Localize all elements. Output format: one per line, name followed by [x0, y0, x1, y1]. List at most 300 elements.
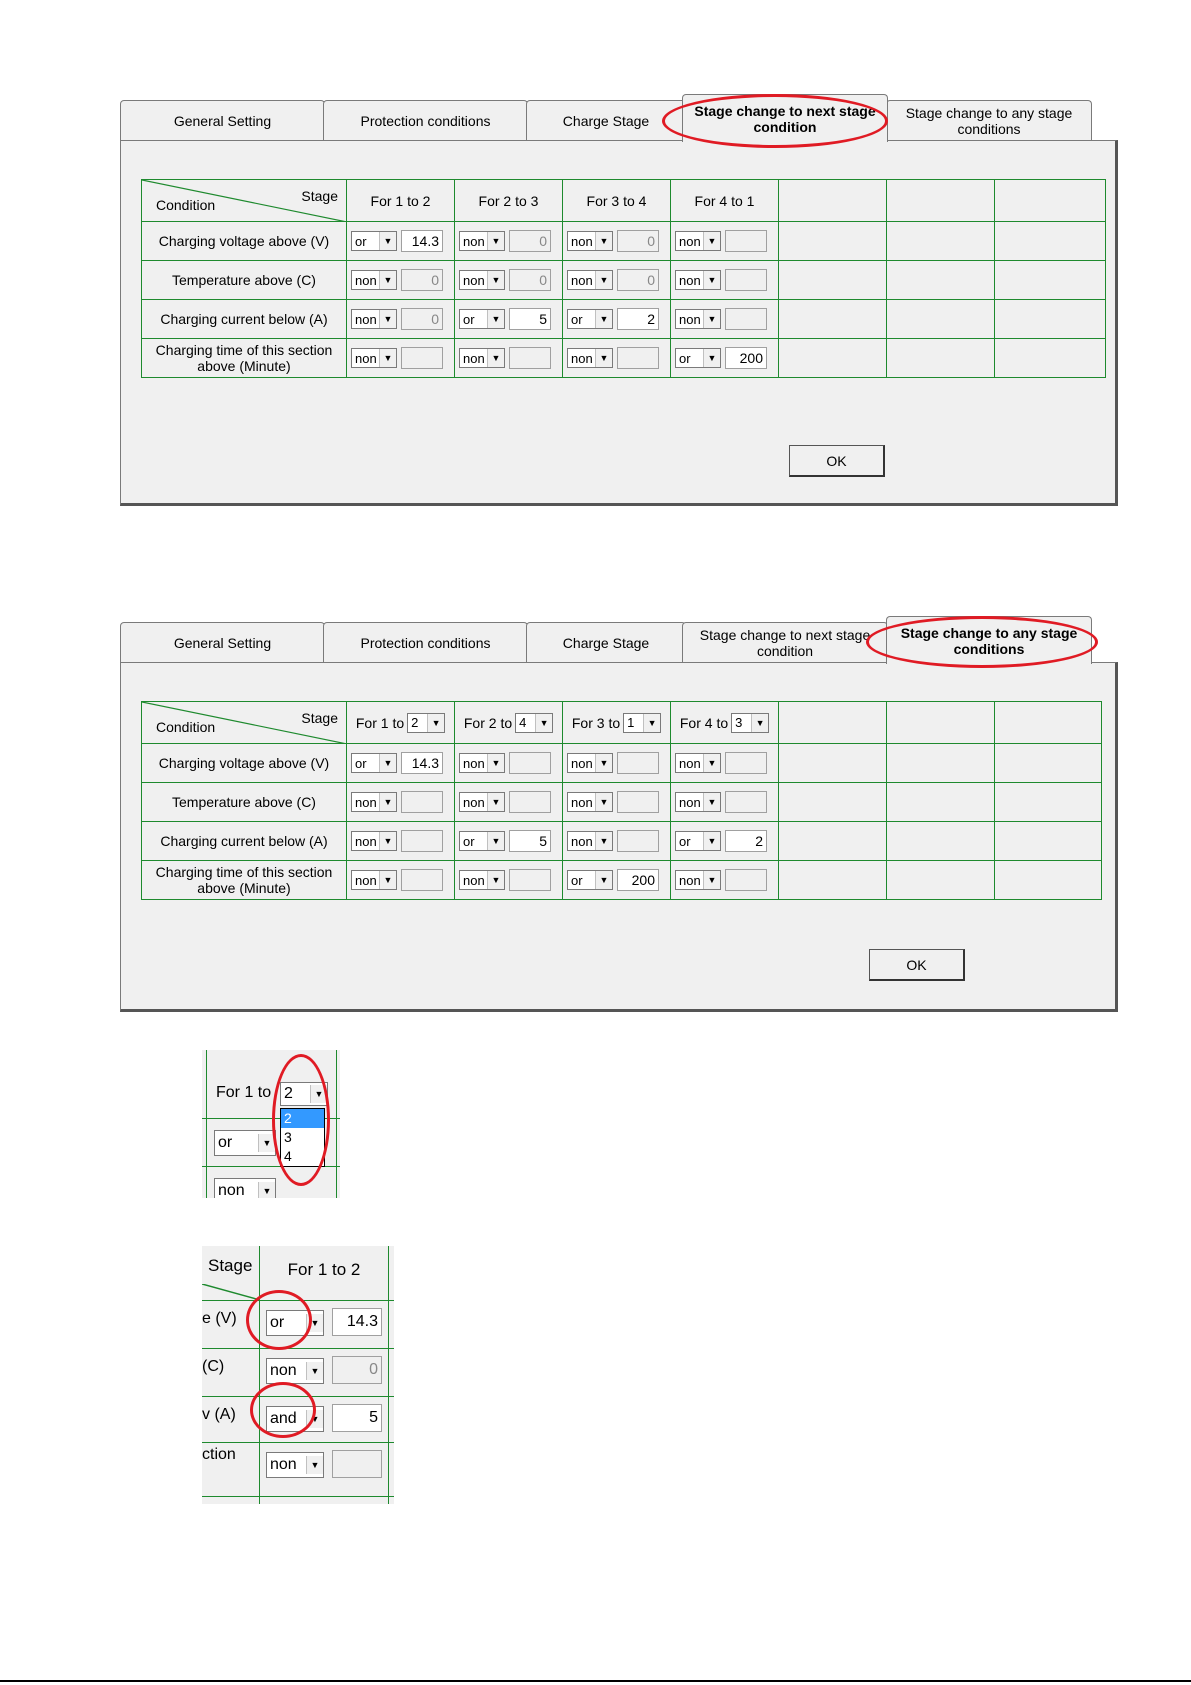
condition-cell [347, 339, 455, 378]
chevron-down-icon: ▼ [258, 1182, 275, 1198]
row-label: Temperature above (C) [172, 794, 316, 810]
tab-general-setting[interactable]: General Setting [120, 622, 325, 662]
value-input[interactable] [725, 269, 767, 291]
operator-select[interactable] [459, 831, 505, 851]
column-prefix: For 3 to [571, 714, 621, 731]
column-header [671, 702, 779, 744]
tab-protection-conditions[interactable]: Protection conditions [323, 622, 528, 662]
chevron-down-icon: ▼ [379, 232, 396, 250]
condition-cell [563, 222, 671, 261]
operator-select[interactable] [567, 792, 613, 812]
operator-value: non [571, 272, 593, 288]
value-input[interactable] [401, 830, 443, 852]
chevron-down-icon: ▼ [703, 232, 720, 250]
value-input[interactable]: 14.3 [401, 752, 443, 774]
chevron-down-icon: ▼ [595, 793, 612, 811]
operator-select[interactable] [351, 348, 397, 368]
value-input[interactable]: 200 [617, 869, 659, 891]
operator-select[interactable] [675, 870, 721, 890]
operator-select[interactable] [567, 270, 613, 290]
operator-value: non [679, 311, 701, 327]
condition-cell [779, 861, 887, 900]
condition-cell [563, 300, 671, 339]
chevron-down-icon: ▼ [751, 714, 768, 732]
chevron-down-icon: ▼ [379, 871, 396, 889]
chevron-down-icon: ▼ [703, 754, 720, 772]
condition-cell [563, 861, 671, 900]
operator-value: 2 [411, 715, 419, 730]
column-header [455, 702, 563, 744]
operator-select[interactable] [675, 792, 721, 812]
row-label: Charging voltage above (V) [158, 755, 330, 771]
tab-charge-stage[interactable]: Charge Stage [526, 622, 686, 662]
row-label: Charging current below (A) [160, 833, 328, 849]
value-input[interactable]: 0 [617, 230, 659, 252]
value-input[interactable] [725, 791, 767, 813]
column-prefix: For 4 to [679, 714, 729, 731]
target-stage-select[interactable] [407, 713, 445, 733]
zoom-header-label: For 1 to [216, 1084, 272, 1101]
column-header [563, 702, 671, 744]
operator-value: non [679, 272, 701, 288]
operator-value: or [571, 872, 583, 888]
condition-cell [995, 783, 1102, 822]
column-header [995, 180, 1106, 222]
chevron-down-icon: ▼ [703, 793, 720, 811]
tab-charge-stage[interactable]: Charge Stage [526, 100, 686, 140]
operator-value: non [355, 311, 377, 327]
option-item[interactable]: 4 [284, 1148, 292, 1164]
chevron-down-icon: ▼ [379, 754, 396, 772]
condition-cell [347, 861, 455, 900]
condition-cell [995, 822, 1102, 861]
operator-value: non [679, 794, 701, 810]
chevron-down-icon: ▼ [535, 714, 552, 732]
value-input[interactable] [509, 869, 551, 891]
value-input[interactable]: 2 [617, 308, 659, 330]
operator-select[interactable] [567, 753, 613, 773]
row-label-cell [142, 300, 347, 339]
condition-cell [779, 261, 887, 300]
condition-cell [887, 300, 995, 339]
target-stage-select[interactable] [623, 713, 661, 733]
operator-value: or [270, 1314, 285, 1331]
zoom-operator-detail [202, 1246, 394, 1504]
operator-value: or [679, 833, 691, 849]
condition-cell [995, 861, 1102, 900]
operator-value: non [463, 350, 485, 366]
header-row [142, 180, 1106, 222]
operator-value: or [463, 311, 475, 327]
operator-value: non [463, 233, 485, 249]
column-prefix: For 2 to [463, 714, 513, 731]
condition-cell [563, 744, 671, 783]
operator-value: non [571, 794, 593, 810]
tab-protection-conditions[interactable]: Protection conditions [323, 100, 528, 140]
row-label-cell [142, 339, 347, 378]
operator-value: 4 [519, 715, 527, 730]
operator-value: non [355, 794, 377, 810]
operator-value: and [270, 1410, 297, 1427]
tab-stage-change-next[interactable]: Stage change to next stage condition [682, 94, 888, 142]
column-header: For 1 to 2 [347, 180, 455, 222]
value-input[interactable] [725, 230, 767, 252]
row-label-cell [142, 783, 347, 822]
condition-cell [779, 822, 887, 861]
operator-select[interactable] [675, 348, 721, 368]
row-label-cell [142, 744, 347, 783]
condition-label: Condition [156, 719, 216, 735]
condition-cell [455, 339, 563, 378]
condition-cell [995, 339, 1106, 378]
operator-value: or [355, 755, 367, 771]
condition-cell [995, 744, 1102, 783]
chevron-down-icon: ▼ [703, 310, 720, 328]
value-input[interactable] [401, 347, 443, 369]
value-input[interactable] [617, 830, 659, 852]
operator-select[interactable] [266, 1406, 324, 1432]
operator-value: non [355, 833, 377, 849]
target-stage-options[interactable] [280, 1108, 325, 1167]
value-input[interactable]: 14.3 [401, 230, 443, 252]
condition-row [142, 861, 1102, 900]
column-header [995, 702, 1102, 744]
operator-value: non [571, 833, 593, 849]
condition-cell [671, 222, 779, 261]
operator-select[interactable] [266, 1358, 324, 1384]
operator-select[interactable] [567, 348, 613, 368]
condition-cell [455, 300, 563, 339]
value-input[interactable]: 0 [401, 269, 443, 291]
operator-value: 1 [627, 715, 635, 730]
condition-cell [563, 261, 671, 300]
value-input[interactable]: 5 [509, 308, 551, 330]
operator-value: or [355, 233, 367, 249]
operator-select[interactable] [351, 831, 397, 851]
operator-select[interactable] [266, 1452, 324, 1478]
value-input[interactable] [509, 347, 551, 369]
zoom-column-label: For 1 to 2 [287, 1260, 361, 1279]
chevron-down-icon: ▼ [379, 349, 396, 367]
operator-value: or [679, 350, 691, 366]
value-input[interactable] [617, 347, 659, 369]
column-header: For 4 to 1 [671, 180, 779, 222]
condition-cell [671, 300, 779, 339]
value-input[interactable]: 0 [401, 308, 443, 330]
operator-select[interactable] [567, 309, 613, 329]
condition-cell [347, 300, 455, 339]
operator-select[interactable] [675, 753, 721, 773]
chevron-down-icon: ▼ [595, 232, 612, 250]
chevron-down-icon: ▼ [487, 754, 504, 772]
condition-cell [563, 822, 671, 861]
column-prefix: For 1 to [355, 714, 405, 731]
chevron-down-icon: ▼ [379, 310, 396, 328]
value-input[interactable] [509, 752, 551, 774]
operator-value: or [571, 311, 583, 327]
operator-select[interactable] [351, 270, 397, 290]
chevron-down-icon: ▼ [379, 832, 396, 850]
value-input[interactable]: 0 [617, 269, 659, 291]
chevron-down-icon: ▼ [703, 832, 720, 850]
tab-content [120, 662, 1118, 1012]
operator-select[interactable] [351, 753, 397, 773]
zoom-row-fragment: e (V) [202, 1310, 237, 1327]
condition-cell [671, 783, 779, 822]
operator-select[interactable] [567, 831, 613, 851]
ok-button[interactable]: OK [869, 949, 965, 981]
chevron-down-icon: ▼ [258, 1134, 275, 1152]
operator-value: 3 [735, 715, 743, 730]
operator-value: non [571, 233, 593, 249]
value-input[interactable]: 5 [332, 1404, 382, 1432]
zoom-row-fragment: v (A) [202, 1406, 236, 1423]
condition-grid [141, 701, 1102, 900]
operator-select[interactable] [351, 231, 397, 251]
stage-any-dialog [120, 614, 1118, 1012]
value-input[interactable] [401, 869, 443, 891]
condition-row [142, 744, 1102, 783]
condition-cell [887, 261, 995, 300]
condition-row [142, 783, 1102, 822]
condition-cell [671, 861, 779, 900]
value-input[interactable]: 2 [725, 830, 767, 852]
row-label-cell [142, 261, 347, 300]
condition-cell [995, 300, 1106, 339]
operator-value: non [679, 872, 701, 888]
stage-condition-header [142, 702, 347, 744]
chevron-down-icon: ▼ [703, 349, 720, 367]
option-item[interactable]: 2 [281, 1109, 324, 1128]
row-label-cell [142, 222, 347, 261]
chevron-down-icon: ▼ [379, 271, 396, 289]
operator-value: non [679, 233, 701, 249]
condition-cell [887, 339, 995, 378]
operator-select[interactable] [351, 309, 397, 329]
condition-cell [455, 744, 563, 783]
target-stage-select[interactable] [731, 713, 769, 733]
stage-label: Stage [301, 188, 338, 204]
tab-bar [120, 614, 1118, 662]
option-item[interactable]: 3 [284, 1129, 292, 1145]
condition-cell [563, 783, 671, 822]
operator-select[interactable] [459, 309, 505, 329]
zoom-row-fragment: ction [202, 1446, 236, 1463]
condition-cell [563, 339, 671, 378]
target-stage-select[interactable]: 2 ▼ [280, 1082, 328, 1106]
operator-select[interactable] [459, 870, 505, 890]
value-input[interactable] [332, 1450, 382, 1478]
condition-cell [887, 822, 995, 861]
value-input[interactable]: 200 [725, 347, 767, 369]
condition-row [142, 300, 1106, 339]
row-label: Charging time of this section above (Minute) [155, 342, 333, 374]
chevron-down-icon: ▼ [306, 1456, 323, 1474]
condition-cell [347, 261, 455, 300]
value-input[interactable] [617, 752, 659, 774]
operator-value: non [355, 350, 377, 366]
operator-select[interactable]: or ▼ [214, 1130, 276, 1156]
condition-row [142, 222, 1106, 261]
chevron-down-icon: ▼ [595, 754, 612, 772]
condition-cell [455, 861, 563, 900]
tab-bar [120, 92, 1118, 140]
operator-select[interactable] [675, 309, 721, 329]
condition-cell [779, 222, 887, 261]
condition-cell [887, 222, 995, 261]
column-header [779, 180, 887, 222]
condition-cell [347, 783, 455, 822]
operator-select[interactable] [459, 792, 505, 812]
chevron-down-icon: ▼ [487, 310, 504, 328]
row-label: Charging time of this section above (Minute) [155, 864, 333, 896]
zoom-stage-label: Stage [208, 1256, 253, 1275]
condition-cell [347, 222, 455, 261]
operator-select[interactable] [675, 231, 721, 251]
operator-select[interactable] [459, 348, 505, 368]
condition-cell [887, 744, 995, 783]
value-input[interactable]: 5 [509, 830, 551, 852]
column-header [779, 702, 887, 744]
condition-row [142, 822, 1102, 861]
stage-label: Stage [301, 710, 338, 726]
chevron-down-icon: ▼ [487, 871, 504, 889]
condition-cell [671, 339, 779, 378]
chevron-down-icon: ▼ [306, 1410, 323, 1428]
condition-row [142, 261, 1106, 300]
operator-value: non [571, 755, 593, 771]
operator-value: or [463, 833, 475, 849]
chevron-down-icon: ▼ [643, 714, 660, 732]
chevron-down-icon: ▼ [595, 271, 612, 289]
condition-cell [347, 744, 455, 783]
condition-row [142, 339, 1106, 378]
value-input[interactable] [401, 791, 443, 813]
row-label-cell [142, 861, 347, 900]
operator-select[interactable] [567, 870, 613, 890]
chevron-down-icon: ▼ [310, 1085, 327, 1103]
chevron-down-icon: ▼ [703, 271, 720, 289]
condition-cell [887, 861, 995, 900]
operator-select[interactable] [459, 231, 505, 251]
chevron-down-icon: ▼ [306, 1314, 323, 1332]
chevron-down-icon: ▼ [487, 271, 504, 289]
value-input[interactable]: 0 [509, 230, 551, 252]
condition-cell [671, 744, 779, 783]
condition-cell [887, 783, 995, 822]
value-input[interactable] [617, 791, 659, 813]
zoom-dropdown-detail [202, 1050, 340, 1198]
operator-select[interactable] [675, 270, 721, 290]
value-input[interactable]: 0 [509, 269, 551, 291]
chevron-down-icon: ▼ [703, 871, 720, 889]
operator-value: non [270, 1456, 297, 1473]
operator-select[interactable] [567, 231, 613, 251]
operator-select[interactable] [459, 270, 505, 290]
column-header [347, 702, 455, 744]
condition-cell [455, 822, 563, 861]
operator-select[interactable] [459, 753, 505, 773]
column-header [887, 180, 995, 222]
operator-value: non [463, 872, 485, 888]
chevron-down-icon: ▼ [487, 832, 504, 850]
chevron-down-icon: ▼ [379, 793, 396, 811]
operator-select[interactable] [351, 792, 397, 812]
row-label-cell [142, 822, 347, 861]
row-label: Charging voltage above (V) [158, 233, 330, 249]
value-input[interactable] [725, 869, 767, 891]
column-header [887, 702, 995, 744]
condition-cell [455, 222, 563, 261]
value-input[interactable] [509, 791, 551, 813]
condition-cell [995, 222, 1106, 261]
stage-next-dialog [120, 92, 1118, 506]
operator-value: non [355, 872, 377, 888]
row-label: Charging current below (A) [160, 311, 328, 327]
row-label: Temperature above (C) [172, 272, 316, 288]
condition-cell [671, 822, 779, 861]
tab-content [120, 140, 1118, 506]
chevron-down-icon: ▼ [595, 310, 612, 328]
value-input[interactable]: 0 [332, 1356, 382, 1384]
condition-label: Condition [156, 197, 216, 213]
operator-value: non [679, 755, 701, 771]
chevron-down-icon: ▼ [595, 871, 612, 889]
tab-stage-change-any[interactable]: Stage change to any stage conditions [886, 616, 1092, 664]
condition-cell [779, 783, 887, 822]
condition-cell [779, 339, 887, 378]
value-input[interactable] [725, 308, 767, 330]
ok-button[interactable]: OK [789, 445, 885, 477]
column-header: For 2 to 3 [455, 180, 563, 222]
operator-select[interactable] [351, 870, 397, 890]
target-stage-select[interactable] [515, 713, 553, 733]
operator-value: non [571, 350, 593, 366]
chevron-down-icon: ▼ [595, 832, 612, 850]
page-bottom-rule [0, 1680, 1191, 1682]
operator-select[interactable]: non ▼ [214, 1178, 276, 1198]
chevron-down-icon: ▼ [306, 1362, 323, 1380]
chevron-down-icon: ▼ [487, 232, 504, 250]
stage-condition-header [142, 180, 347, 222]
zoom-row-fragment: (C) [202, 1358, 225, 1375]
header-row [142, 702, 1102, 744]
value-input[interactable] [725, 752, 767, 774]
value-input[interactable]: 14.3 [332, 1308, 382, 1336]
condition-cell [455, 783, 563, 822]
column-header: For 3 to 4 [563, 180, 671, 222]
chevron-down-icon: ▼ [487, 793, 504, 811]
condition-cell [671, 261, 779, 300]
condition-cell [779, 300, 887, 339]
chevron-down-icon: ▼ [487, 349, 504, 367]
tab-stage-change-next[interactable]: Stage change to next stage condition [682, 622, 888, 662]
tab-general-setting[interactable]: General Setting [120, 100, 325, 140]
operator-value: non [270, 1362, 297, 1379]
condition-cell [455, 261, 563, 300]
condition-cell [779, 744, 887, 783]
operator-value: non [463, 755, 485, 771]
operator-select[interactable] [675, 831, 721, 851]
operator-select[interactable] [266, 1310, 324, 1336]
diagonal-line [202, 1284, 260, 1302]
condition-grid [141, 179, 1106, 378]
chevron-down-icon: ▼ [595, 349, 612, 367]
operator-value: non [463, 272, 485, 288]
operator-value: non [463, 794, 485, 810]
tab-stage-change-any[interactable]: Stage change to any stage conditions [886, 100, 1092, 140]
operator-value: non [355, 272, 377, 288]
